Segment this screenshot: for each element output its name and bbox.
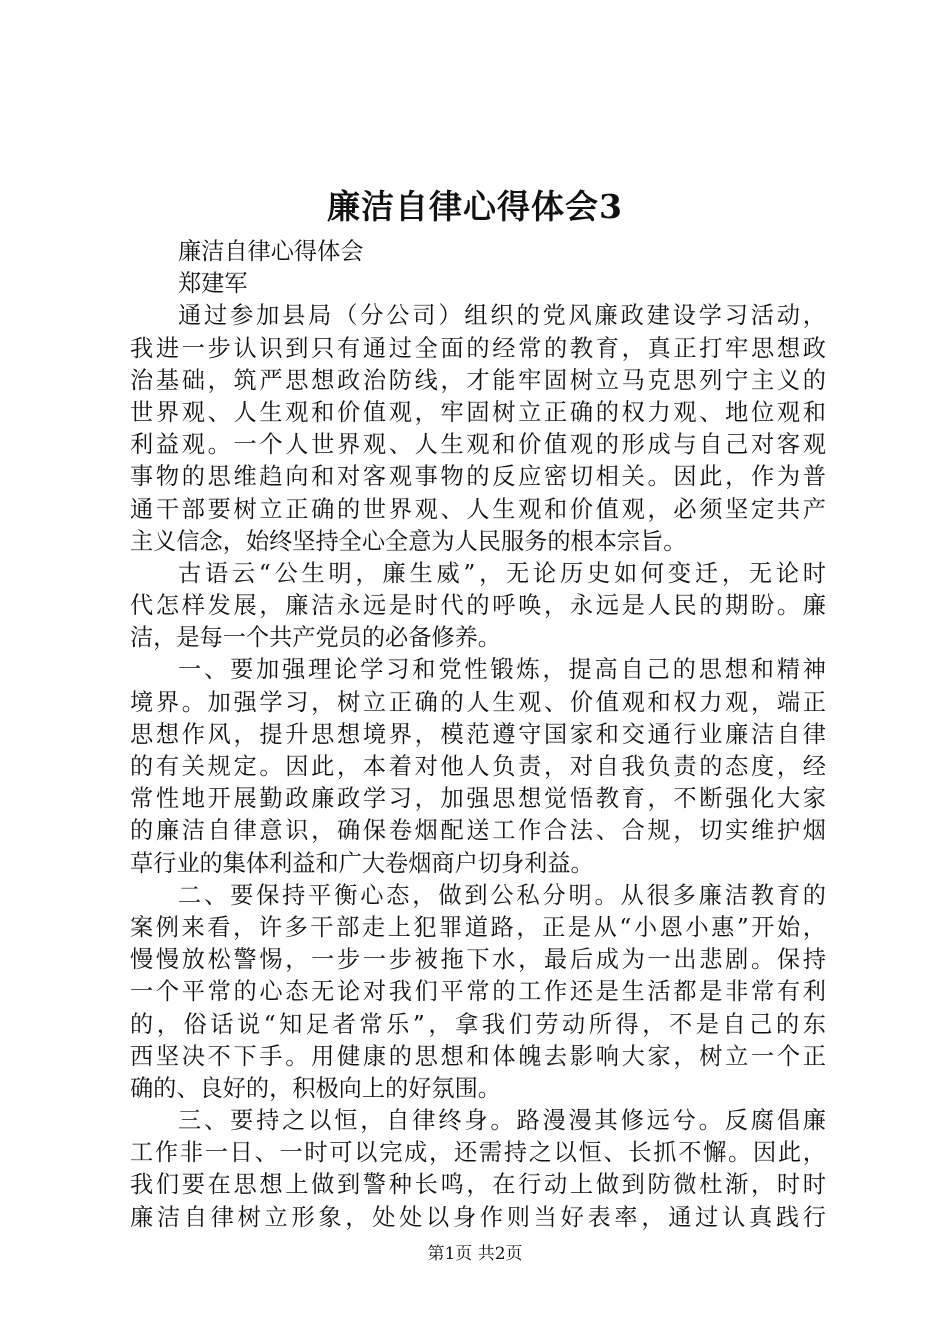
body-line: 的，俗话说“知足者常乐”，拿我们劳动所得，不是自己的东 (130, 1010, 826, 1038)
body-line: 治基础，筑严思想政治防线，才能牢固树立马克思列宁主义的 (130, 366, 826, 394)
body-line: 廉洁自律树立形象，处处以身作则当好表率，通过认真践行 (130, 1203, 826, 1231)
body-line: 三、要持之以恒，自律终身。路漫漫其修远兮。反腐倡廉 (178, 1107, 826, 1135)
body-line: 一个平常的心态无论对我们平常的工作还是生活都是非常有利 (130, 978, 826, 1006)
body-line: 确的、良好的，积极向上的好氛围。 (130, 1074, 501, 1102)
body-line: 思想作风，提升思想境界，模范遵守国家和交通行业廉洁自律 (130, 720, 826, 748)
body-line: 郑建军 (178, 270, 248, 298)
body-paragraph (130, 880, 826, 1105)
body-line: 古语云“公生明，廉生威”，无论历史如何变迁，无论时 (178, 559, 826, 587)
body-paragraph (130, 654, 826, 879)
page-footer: 第1页 共2页 (427, 1244, 523, 1264)
subtitle-paragraph (130, 236, 826, 268)
body-line: 我们要在思想上做到警种长鸣，在行动上做到防微杜渐，时时 (130, 1171, 826, 1199)
body-line: 世界观、人生观和价值观，牢固树立正确的权力观、地位观和 (130, 398, 826, 426)
body-line: 主义信念，始终坚持全心全意为人民服务的根本宗旨。 (130, 527, 687, 555)
body-line: 利益观。一个人世界观、人生观和价值观的形成与自己对客观 (130, 431, 826, 459)
body-line: 通过参加县局（分公司）组织的党风廉政建设学习活动， (178, 302, 826, 330)
body-line: 慢慢放松警惕，一步一步被拖下水，最后成为一出悲剧。保持 (130, 946, 826, 974)
body-line: 通干部要树立正确的世界观、人生观和价值观，必须坚定共产 (130, 495, 826, 523)
body-line: 的廉洁自律意识，确保卷烟配送工作合法、合规，切实维护烟 (130, 817, 826, 845)
document-title: 廉洁自律心得体会3 (327, 187, 623, 226)
body-line: 常性地开展勤政廉政学习，加强思想觉悟教育，不断强化大家 (130, 785, 826, 813)
body-line: 廉洁自律心得体会 (178, 238, 364, 265)
body-line: 西坚决不下手。用健康的思想和体魄去影响大家，树立一个正 (130, 1042, 826, 1070)
body-paragraph (130, 558, 826, 655)
body-paragraph (130, 1105, 826, 1234)
body-paragraph (130, 300, 826, 558)
body-line: 草行业的集体利益和广大卷烟商户切身利益。 (130, 849, 594, 877)
body-line: 案例来看，许多干部走上犯罪道路，正是从“小恩小惠”开始， (130, 913, 826, 941)
document-body (130, 236, 826, 1234)
body-line: 工作非一日、一时可以完成，还需持之以恒、长抓不懈。因此， (130, 1139, 826, 1167)
body-line: 一、要加强理论学习和党性锻炼，提高自己的思想和精神 (178, 656, 826, 684)
body-line: 我进一步认识到只有通过全面的经常的教育，真正打牢思想政 (130, 334, 826, 362)
body-line: 事物的思维趋向和对客观事物的反应密切相关。因此，作为普 (130, 463, 826, 491)
body-line: 境界。加强学习，树立正确的人生观、价值观和权力观，端正 (130, 688, 826, 716)
body-line: 二、要保持平衡心态，做到公私分明。从很多廉洁教育的 (178, 881, 826, 909)
body-line: 代怎样发展，廉洁永远是时代的呼唤，永远是人民的期盼。廉 (130, 592, 826, 620)
body-line: 的有关规定。因此，本着对他人负责，对自我负责的态度，经 (130, 753, 826, 780)
author-paragraph (130, 268, 826, 300)
body-line: 洁，是每一个共产党员的必备修养。 (130, 624, 501, 652)
